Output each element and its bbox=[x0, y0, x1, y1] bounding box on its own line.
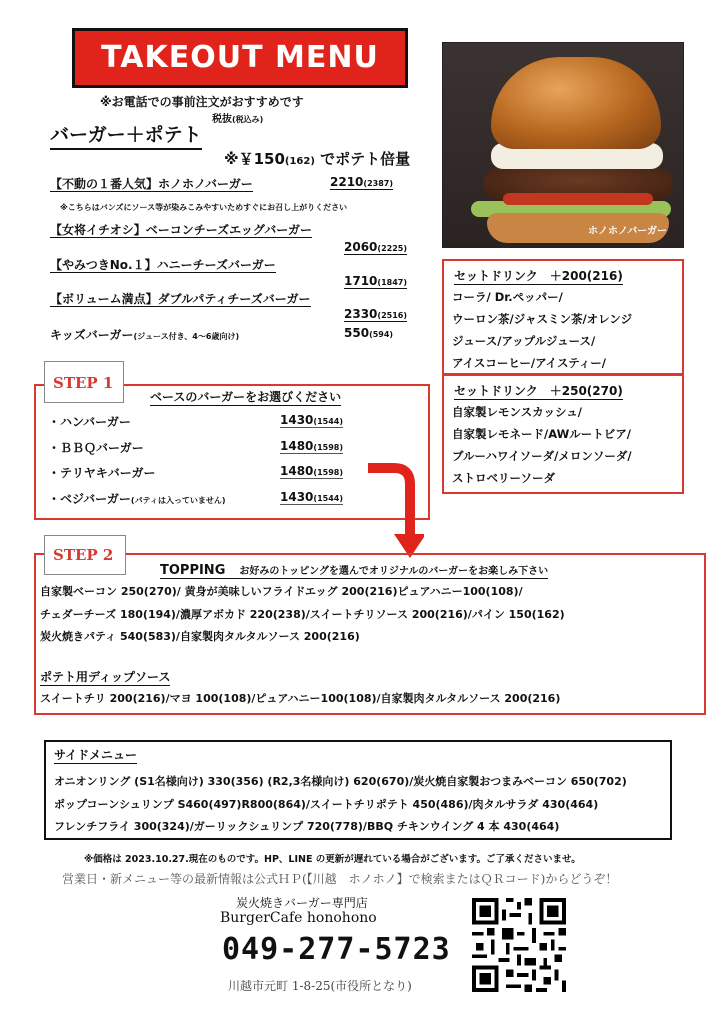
menu-item-label: 【ボリューム満点】ダブルパティチーズバーガー bbox=[50, 292, 311, 306]
menu-item-price bbox=[344, 307, 407, 322]
topping-heading bbox=[160, 562, 548, 579]
step2-label: STEP 2 bbox=[44, 535, 126, 575]
side-menu-line: ポップコーンシュリンプ S460(497)R800(864)/スイートチリポテト 450(486)/肉タルサラダ 430(464) bbox=[54, 798, 599, 811]
double-potato-suffix: でポテト倍量 bbox=[314, 150, 411, 168]
menu-item-label: 【不動の１番人気】ホノホノバーガー bbox=[50, 177, 253, 191]
photo-bun-top bbox=[491, 57, 661, 149]
price-tax: (2516) bbox=[377, 311, 407, 320]
base-burger-label: ・ＢＢＱバーガー bbox=[48, 441, 144, 455]
topping-title: TOPPING bbox=[160, 563, 226, 578]
price-value: 550 bbox=[344, 326, 370, 340]
price-tax: (594) bbox=[369, 330, 394, 339]
side-menu-heading: サイドメニュー bbox=[54, 748, 138, 762]
base-burger-label: ・ベジバーガー bbox=[48, 492, 131, 506]
dip-sauce-line: スイートチリ 200(216)/マヨ 100(108)/ピュアハニー100(108)/自家製肉タルタルソース 200(216) bbox=[40, 692, 561, 705]
menu-item-price bbox=[344, 240, 407, 255]
base-burger-label: ・ハンバーガー bbox=[48, 415, 131, 429]
side-menu-line: オニオンリング (S1名様向け) 330(356) (R2,3名様向け) 620(670)/炭火焼自家製おつまみベーコン 650(702) bbox=[54, 775, 627, 788]
price-value: 1430 bbox=[280, 490, 314, 504]
menu-item bbox=[50, 290, 311, 307]
page-title: TAKEOUT MENU bbox=[101, 40, 379, 75]
price-tax: (2387) bbox=[363, 179, 393, 188]
double-potato-note bbox=[224, 148, 410, 169]
drink-line: ストロベリーソーダ bbox=[452, 471, 556, 485]
burger-photo bbox=[442, 42, 684, 248]
title-banner bbox=[72, 28, 408, 88]
step1-label: STEP 1 bbox=[44, 361, 124, 403]
price-value: 1430 bbox=[280, 413, 314, 427]
drink-line: 自家製レモンスカッシュ/ bbox=[452, 405, 583, 419]
price-tax: (1544) bbox=[313, 417, 343, 426]
kids-menu-item bbox=[50, 326, 239, 343]
base-burger-price bbox=[280, 439, 343, 454]
price-value: 2210 bbox=[330, 175, 364, 189]
drink-line: 自家製レモネード/AWルートビア/ bbox=[452, 427, 631, 441]
topping-line: 炭火焼きパティ 540(583)/自家製肉タルタルソース 200(216) bbox=[40, 630, 360, 643]
price-tax: (1598) bbox=[313, 443, 343, 452]
double-potato-price: ※￥150 bbox=[224, 150, 285, 168]
drink-line: ブルーハワイソーダ/メロンソーダ/ bbox=[452, 449, 632, 463]
order-advice: ※お電話での事前注文がおすすめです bbox=[100, 95, 304, 109]
shop-type: 炭火焼きバーガー専門店 bbox=[236, 896, 368, 910]
drink-line: ジュース/アップルジュース/ bbox=[452, 334, 596, 348]
side-menu-line: フレンチフライ 300(324)/ガーリックシュリンプ 720(778)/BBQ チキンウイング 4 本 430(464) bbox=[54, 820, 560, 833]
set-drink-box-1 bbox=[442, 259, 684, 375]
base-burger-item bbox=[48, 439, 144, 456]
topping-note: お好みのトッピングを選んでオリジナルのバーガーをお楽しみ下さい bbox=[239, 566, 549, 577]
price-tax: (1598) bbox=[313, 468, 343, 477]
tax-note-main: 税抜 bbox=[212, 114, 232, 125]
base-burger-item bbox=[48, 413, 131, 430]
price-value: 1480 bbox=[280, 439, 314, 453]
menu-item-price bbox=[330, 175, 393, 189]
kids-price bbox=[344, 326, 393, 340]
menu-item-label: 【やみつきNo.１】ハニーチーズバーガー bbox=[50, 258, 276, 272]
tax-note-sub: (税込み) bbox=[232, 115, 264, 124]
info-line: 営業日・新メニュー等の最新情報は公式ＨＰ(【川越 ホノホノ】で検索またはＱＲコード)からどうぞ！ bbox=[62, 872, 618, 886]
menu-item-label: 【女将イチオシ】ベーコンチーズエッグバーガー bbox=[50, 223, 312, 237]
base-burger-note: (パティは入っていません) bbox=[130, 496, 226, 505]
dip-sauce-heading: ポテト用ディップソース bbox=[40, 670, 171, 684]
burger-heading: バーガー＋ポテト bbox=[50, 120, 202, 150]
price-value: 2330 bbox=[344, 307, 378, 321]
kids-label: キッズバーガー bbox=[50, 328, 134, 342]
base-burger-price bbox=[280, 413, 343, 428]
menu-item bbox=[50, 175, 253, 192]
phone-number[interactable]: 049-277-5723 bbox=[222, 932, 451, 967]
step1-heading: ベースのバーガーをお選びください bbox=[150, 390, 342, 404]
double-potato-tax: (162) bbox=[284, 156, 315, 167]
price-value: 1710 bbox=[344, 274, 378, 288]
photo-tomato bbox=[503, 193, 653, 205]
shop-name: BurgerCafe honohono bbox=[220, 910, 377, 926]
drink-line: ウーロン茶/ジャスミン茶/オレンジ bbox=[452, 312, 633, 326]
set-drink-box-2 bbox=[442, 374, 684, 494]
base-burger-item bbox=[48, 464, 156, 481]
kids-note: (ジュース付き、4～6歳向け) bbox=[133, 332, 240, 341]
honohono-note: ※こちらはバンズにソース等が染みこみやすいためすぐにお召し上がりください bbox=[60, 203, 348, 212]
tax-note bbox=[212, 110, 263, 125]
step-arrow-icon bbox=[364, 462, 424, 562]
menu-item-price bbox=[344, 274, 407, 289]
photo-caption: ホノホノバーガー bbox=[588, 226, 667, 237]
drink-heading: セットドリンク ＋200(216) bbox=[454, 269, 623, 283]
drink-heading: セットドリンク ＋250(270) bbox=[454, 384, 623, 398]
base-burger-price bbox=[280, 464, 343, 479]
topping-line: チェダーチーズ 180(194)/濃厚アボカド 220(238)/スイートチリソース 200(216)/パイン 150(162) bbox=[40, 608, 565, 621]
price-tax: (1847) bbox=[377, 278, 407, 287]
address: 川越市元町 1-8-25(市役所となり) bbox=[228, 979, 412, 993]
drink-line: コーラ/ Dr.ペッパー/ bbox=[452, 290, 563, 304]
price-tax: (2225) bbox=[377, 244, 407, 253]
price-value: 1480 bbox=[280, 464, 314, 478]
price-note: ※価格は 2023.10.27.現在のものです。HP、LINE の更新が遅れている場合がございます。ご了承くださいませ。 bbox=[84, 854, 581, 865]
price-tax: (1544) bbox=[313, 494, 343, 503]
price-value: 2060 bbox=[344, 240, 378, 254]
base-burger-item bbox=[48, 490, 226, 507]
base-burger-price bbox=[280, 490, 343, 505]
qr-code[interactable] bbox=[472, 898, 566, 992]
menu-item bbox=[50, 221, 312, 238]
drink-line: アイスコーヒー/アイスティー/ bbox=[452, 356, 606, 370]
menu-item bbox=[50, 256, 276, 273]
qr-code-icon bbox=[472, 898, 566, 992]
topping-line: 自家製ベーコン 250(270)/ 黄身が美味しいフライドエッグ 200(216)ピュアハニー100(108)/ bbox=[40, 585, 523, 598]
base-burger-label: ・テリヤキバーガー bbox=[48, 466, 156, 480]
